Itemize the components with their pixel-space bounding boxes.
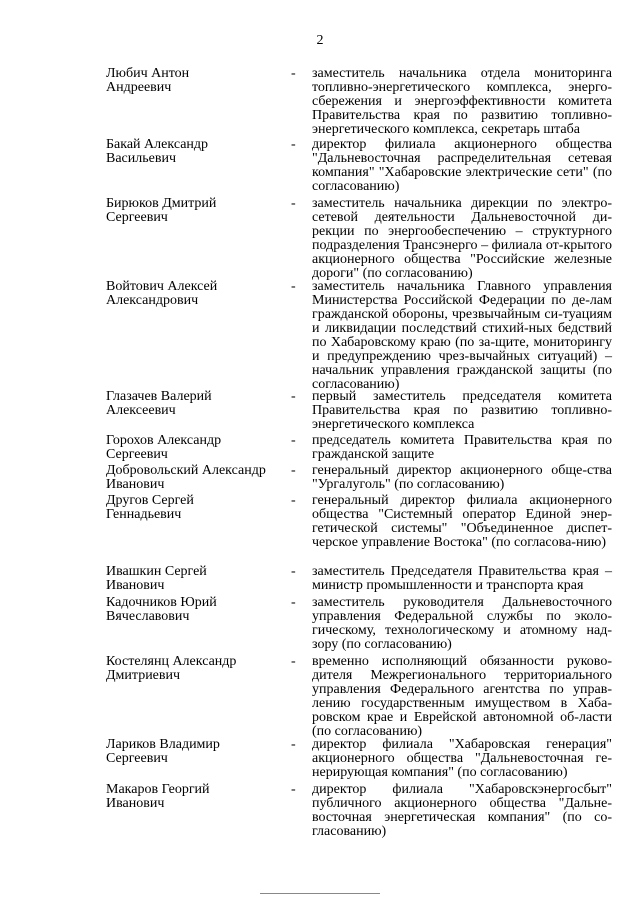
member-position: директор филиала акционерного общества "Дальневосточная распределительная сетевая компания" "Хабаровские электрические сети" (по согласованию) [312, 137, 612, 194]
page-number: 2 [316, 33, 324, 48]
member-position: директор филиала "Хабаровская генерация" акционерного общества "Дальневосточная ге-нерирующая компания" (по согласованию) [312, 737, 612, 780]
member-name: Ивашкин Сергей Иванович [106, 564, 207, 593]
member-name: Лариков Владимир Сергеевич [106, 737, 220, 766]
separator-dash: - [291, 654, 296, 669]
separator-dash: - [291, 389, 296, 404]
member-position: временно исполняющий обязанности руково-дителя Межрегионального территориального управления Федерального агентства по управ-лению государственным имуществом в Хаба-ровском крае и Еврейской автономной об-ласти (по согласованию) [312, 654, 612, 739]
member-name: Войтович Алексей Александрович [106, 279, 218, 308]
separator-dash: - [291, 737, 296, 752]
separator-dash: - [291, 66, 296, 81]
member-name: Любич Антон Андреевич [106, 66, 190, 95]
member-position: заместитель руководителя Дальневосточного управления Федеральной службы по эколо-гическому, технологическому и атомному над-зору (по согласованию) [312, 595, 612, 652]
footer-divider [260, 893, 380, 894]
member-name: Добровольский Александр Иванович [106, 463, 266, 492]
separator-dash: - [291, 279, 296, 294]
member-position: председатель комитета Правительства края по гражданской защите [312, 433, 612, 462]
member-name: Бирюков Дмитрий Сергеевич [106, 196, 217, 225]
member-position: генеральный директор филиала акционерного общества "Системный оператор Единой энер-гетической системы" "Объединенное диспет-черское управление Востока" (по согласова-нию) [312, 493, 612, 550]
member-name: Бакай Александр Васильевич [106, 137, 209, 166]
separator-dash: - [291, 196, 296, 211]
member-name: Горохов Александр Сергеевич [106, 433, 222, 462]
member-position: заместитель начальника отдела мониторинга топливно-энергетического комплекса, энерго-сбережения и энергоэффективности комитета Правительства края по развитию топливно-энергетического комплекса, секретарь штаба [312, 66, 612, 137]
separator-dash: - [291, 137, 296, 152]
separator-dash: - [291, 433, 296, 448]
separator-dash: - [291, 564, 296, 579]
member-position: заместитель Председателя Правительства края – министр промышленности и транспорта края [312, 564, 612, 593]
member-name: Другов Сергей Геннадьевич [106, 493, 194, 522]
separator-dash: - [291, 595, 296, 610]
member-position: заместитель начальника Главного управления Министерства Российской Федерации по де-лам гражданской обороны, чрезвычайным си-туациям и ликвидации последствий стихий-ных бедствий по Хабаровскому краю (по за-щите, мониторингу и предупреждению чрез-вычайных ситуаций) – начальник управления гражданской защиты (по согласованию) [312, 279, 612, 392]
member-position: генеральный директор акционерного обще-ства "Ургалуголь" (по согласованию) [312, 463, 612, 492]
member-position: первый заместитель председателя комитета Правительства края по развитию топливно-энергетического комплекса [312, 389, 612, 432]
member-position: заместитель начальника дирекции по электро-сетевой деятельности Дальневосточной ди-рекции по энергообеспечению – структурного подразделения Трансэнерго – филиала от-крытого акционерного общества "Российские железные дороги" (по согласованию) [312, 196, 612, 281]
separator-dash: - [291, 782, 296, 797]
member-position: директор филиала "Хабаровскэнергосбыт" публичного акционерного общества "Дальне-восточная энергетическая компания" (по со-гласованию) [312, 782, 612, 839]
member-name: Глазачев Валерий Алексеевич [106, 389, 212, 418]
member-name: Макаров Георгий Иванович [106, 782, 210, 811]
member-name: Кадочников Юрий Вячеславович [106, 595, 217, 624]
separator-dash: - [291, 463, 296, 478]
separator-dash: - [291, 493, 296, 508]
member-name: Костелянц Александр Дмитриевич [106, 654, 237, 683]
